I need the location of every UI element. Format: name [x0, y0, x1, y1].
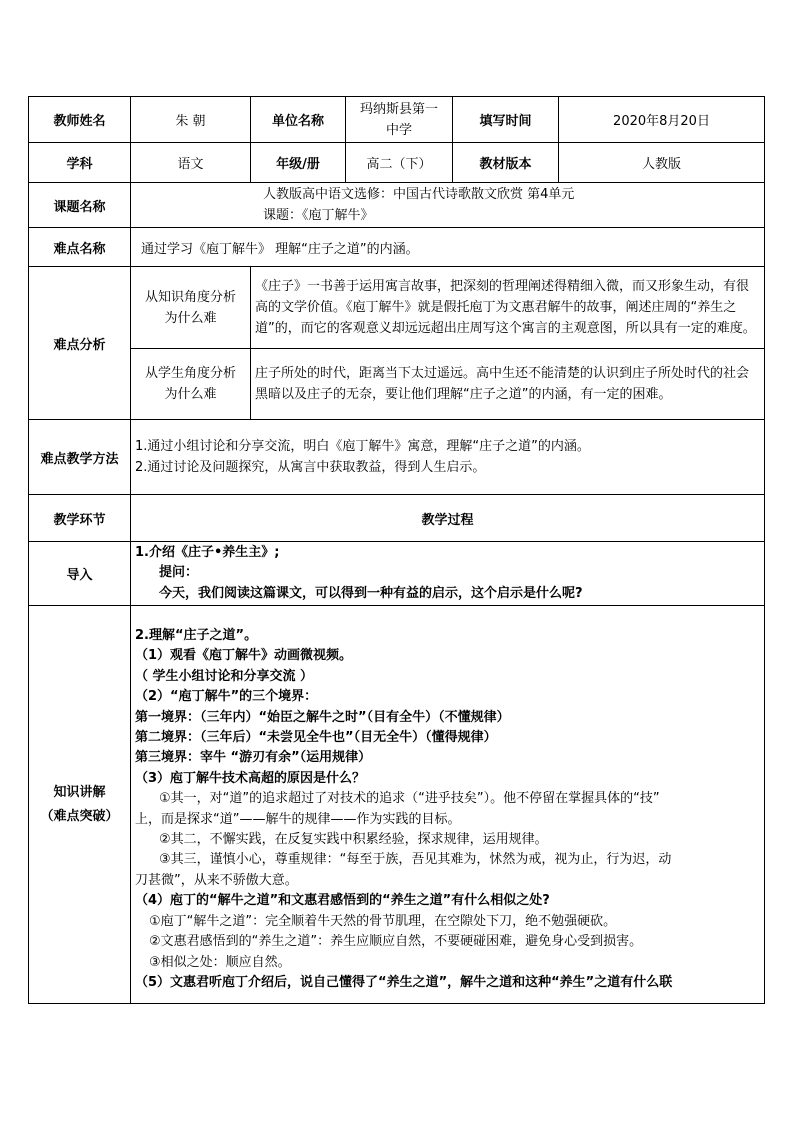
knowledge-line-18: （5）文惠君听庖丁介绍后，说自己懂得了“养生之道”，解牛之道和这种“养生”之道有什么联 — [135, 974, 673, 990]
knowledge-angle-label: 从知识角度分析为什么难 — [131, 267, 251, 349]
row-difficulty-knowledge — [29, 267, 765, 349]
edition-value: 人教版 — [559, 143, 765, 183]
knowledge-line-11: ②其二，不懈实践，在反复实践中积累经验，探求规律，运用规律。 — [159, 832, 548, 848]
knowledge-label-1: 知识讲解 — [53, 784, 106, 800]
knowledge-content — [131, 606, 765, 1004]
knowledge-line-06: 第二境界：（三年后）“未尝见全牛也”（目无全牛）（懂得规律） — [135, 730, 497, 746]
knowledge-line-07: 第三境界：宰牛 “游刃有余”（运用规律） — [135, 750, 372, 766]
topic-line-2: 课题：《庖丁解牛》 — [263, 208, 374, 223]
time-label: 填写时间 — [453, 97, 559, 143]
method-line-2: 2.通过讨论及问题探究，从寓言中获取教益，得到人生启示。 — [135, 460, 486, 475]
row-topic — [29, 183, 765, 228]
unit-value: 玛纳斯县第一中学 — [346, 97, 453, 143]
time-value: 2020年8月20日 — [559, 97, 765, 143]
intro-label: 导入 — [29, 542, 131, 606]
knowledge-line-12: ③其三，谨慎小心，尊重规律：“每至于族，吾见其难为，怵然为戒，视为止，行为迟，动 — [159, 852, 672, 868]
knowledge-line-10: 上，而是探求“道”——解牛的规律——作为实践的目标。 — [135, 811, 461, 827]
topic-label: 课题名称 — [29, 183, 131, 228]
knowledge-line-01: 2.理解“庄子之道”。 — [135, 628, 258, 643]
row-difficulty-student — [29, 349, 765, 420]
stage-header-left: 教学环节 — [29, 495, 131, 542]
knowledge-line-02: （1）观看《庖丁解牛》动画微视频。 — [135, 648, 353, 664]
knowledge-line-15: ①庖丁“解牛之道”：完全顺着牛天然的骨节肌理，在空隙处下刀，绝不勉强硬砍。 — [149, 913, 617, 929]
edition-label: 教材版本 — [453, 143, 559, 183]
student-angle-label: 从学生角度分析为什么难 — [131, 349, 251, 420]
grade-value: 高二（下） — [346, 143, 453, 183]
method-label: 难点教学方法 — [29, 420, 131, 495]
lesson-plan-table — [28, 96, 765, 1004]
row-knowledge — [29, 606, 765, 1004]
knowledge-line-13: 刀甚微”，从来不骄傲大意。 — [135, 872, 298, 888]
intro-line-3: 今天，我们阅读这篇课文，可以得到一种有益的启示，这个启示是什么呢? — [159, 585, 583, 601]
knowledge-line-08: （3）庖丁解牛技术高超的原因是什么？ — [135, 770, 366, 786]
unit-label: 单位名称 — [251, 97, 346, 143]
knowledge-label — [29, 606, 131, 1004]
teacher-label: 教师姓名 — [29, 97, 131, 143]
student-angle-text: 庄子所处的时代，距离当下太过遥远。高中生还不能清楚的认识到庄子所处时代的社会黑暗以及庄子的无奈，要让他们理解“庄子之道”的内涵，有一定的困难。 — [251, 349, 765, 420]
difficulty-name-value: 通过学习《庖丁解牛》 理解“庄子之道”的内涵。 — [131, 228, 765, 267]
row-subject — [29, 143, 765, 183]
topic-value — [131, 183, 765, 228]
knowledge-line-09: ①其一，对“道”的追求超过了对技术的追求（“进乎技矣”）。他不停留在掌握具体的“技” — [159, 791, 660, 807]
method-line-1: 1.通过小组讨论和分享交流，明白《庖丁解牛》寓意，理解“庄子之道”的内涵。 — [135, 439, 590, 454]
teacher-value: 朱 朝 — [131, 97, 251, 143]
topic-line-1: 人教版高中语文选修：中国古代诗歌散文欣赏 第4单元 — [263, 187, 575, 202]
knowledge-angle-text: 《庄子》一书善于运用寓言故事，把深刻的哲理阐述得精细入微，而又形象生动，有很高的文学价值。《庖丁解牛》就是假托庖丁为文惠君解牛的故事，阐述庄周的“养生之道”的，而它的客观意义却远远超出庄周写这个寓言的主观意图，所以具有一定的难度。 — [251, 267, 765, 349]
intro-line-1: 1.介绍《庄子•养生主》; — [135, 544, 280, 560]
knowledge-line-16: ②文惠君感悟到的“养生之道”：养生应顺应自然，不要硬碰困难，避免身心受到损害。 — [149, 934, 643, 950]
subject-label: 学科 — [29, 143, 131, 183]
difficulty-name-label: 难点名称 — [29, 228, 131, 267]
subject-value: 语文 — [131, 143, 251, 183]
row-intro — [29, 542, 765, 606]
grade-label: 年级/册 — [251, 143, 346, 183]
difficulty-analysis-label: 难点分析 — [29, 267, 131, 420]
stage-header-right: 教学过程 — [131, 495, 765, 542]
method-value — [131, 420, 765, 495]
row-method — [29, 420, 765, 495]
knowledge-line-17: ③相似之处：顺应自然。 — [149, 954, 291, 970]
knowledge-label-2: （难点突破） — [40, 808, 119, 824]
row-difficulty-name — [29, 228, 765, 267]
knowledge-line-14: （4）庖丁的“解牛之道”和文惠君感悟到的“养生之道”有什么相似之处? — [135, 893, 550, 909]
row-teacher — [29, 97, 765, 143]
intro-line-2: 提问： — [159, 565, 199, 581]
knowledge-line-03: （ 学生小组讨论和分享交流 ） — [135, 668, 314, 684]
intro-content — [131, 542, 765, 606]
row-stage-header — [29, 495, 765, 542]
knowledge-line-04: （2）“庖丁解牛”的三个境界： — [135, 689, 318, 705]
knowledge-line-05: 第一境界：（三年内）“始臣之解牛之时”（目有全牛）（不懂规律） — [135, 709, 510, 725]
